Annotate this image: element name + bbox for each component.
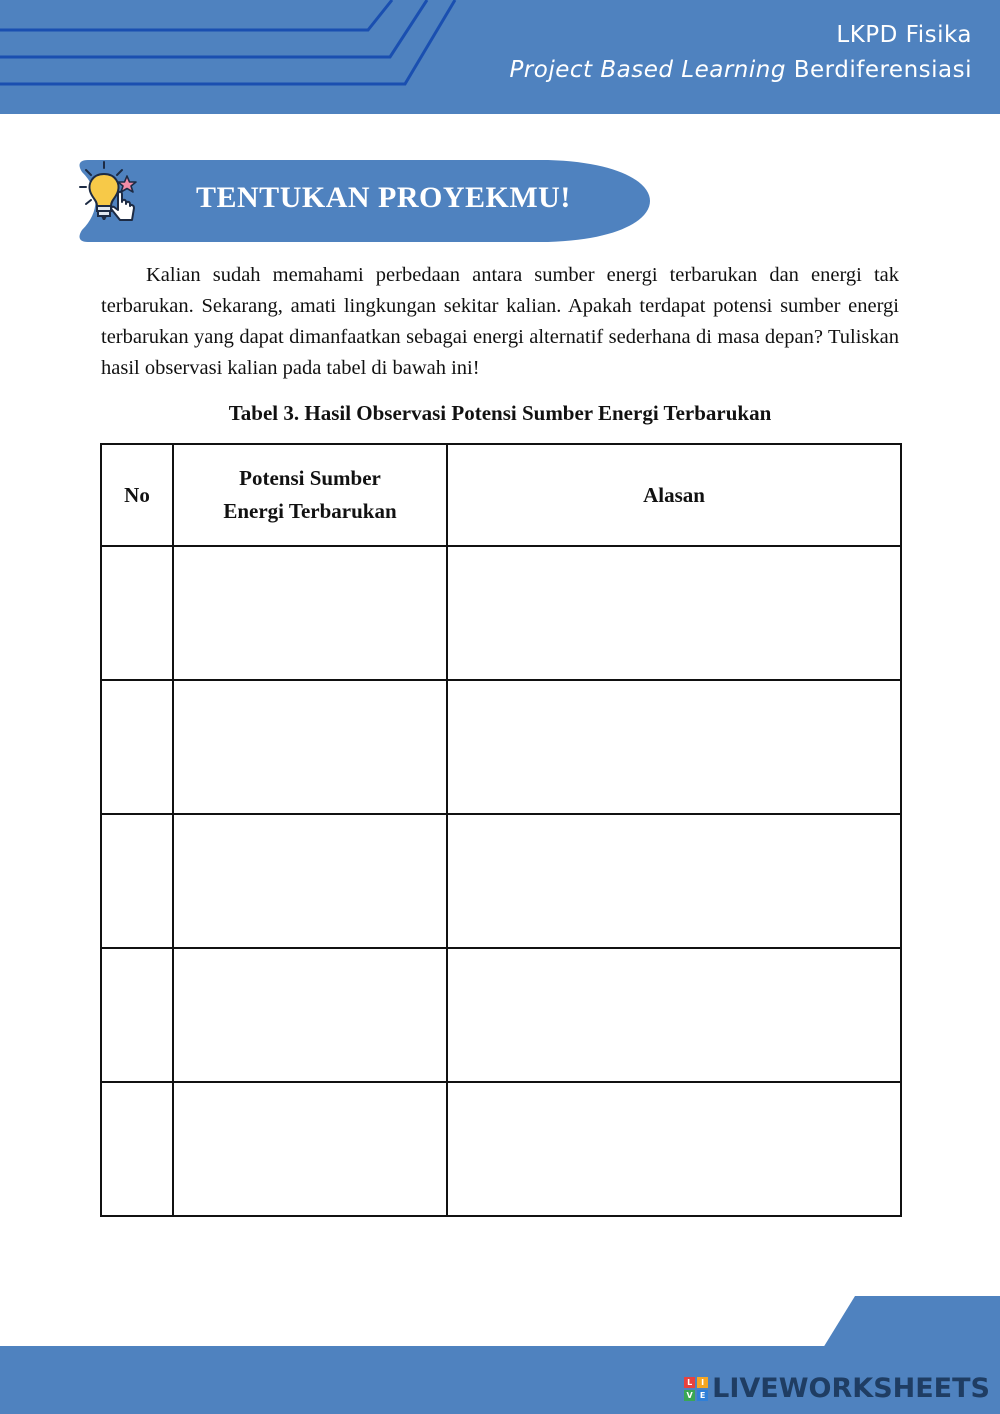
logo-letter-i: I bbox=[697, 1377, 708, 1388]
cell-alasan[interactable] bbox=[447, 1082, 901, 1216]
cell-alasan[interactable] bbox=[447, 814, 901, 948]
cell-potensi[interactable] bbox=[173, 546, 447, 680]
section-banner bbox=[78, 160, 650, 242]
table-header-row bbox=[101, 444, 901, 546]
intro-paragraph: Kalian sudah memahami perbedaan antara sumber energi terbarukan dan energi tak terbarukan. Sekarang, amati lingkungan sekitar kalian. Apakah terdapat potensi sumber energi terbarukan yang dapat dimanfaatkan sebagai energi alternatif sederhana di masa depan? Tuliskan hasil observasi kalian pada tabel di bawah ini! bbox=[101, 264, 899, 379]
cell-no[interactable] bbox=[101, 814, 173, 948]
cell-no[interactable] bbox=[101, 680, 173, 814]
cell-potensi[interactable] bbox=[173, 1082, 447, 1216]
footer-tab-decoration bbox=[0, 1296, 1000, 1348]
header-subtitle bbox=[509, 53, 972, 88]
cell-potensi[interactable] bbox=[173, 680, 447, 814]
header-potensi-line2: Energi Terbarukan bbox=[223, 499, 397, 523]
cell-alasan[interactable] bbox=[447, 948, 901, 1082]
header-potensi-line1: Potensi Sumber bbox=[239, 466, 381, 490]
table-caption: Tabel 3. Hasil Observasi Potensi Sumber Energi Terbarukan bbox=[228, 401, 772, 425]
liveworksheets-brand: LIVEWORKSHEETS bbox=[712, 1373, 990, 1404]
observation-table bbox=[100, 443, 902, 1217]
lightbulb-click-icon bbox=[78, 160, 142, 226]
cell-alasan[interactable] bbox=[447, 680, 901, 814]
banner-title: TENTUKAN PROYEKMU! bbox=[196, 181, 571, 214]
table-row bbox=[101, 1082, 901, 1216]
header-title: LKPD Fisika bbox=[836, 22, 972, 48]
cell-no[interactable] bbox=[101, 948, 173, 1082]
cell-potensi[interactable] bbox=[173, 948, 447, 1082]
page-header bbox=[0, 0, 1000, 114]
liveworksheets-logo[interactable] bbox=[684, 1371, 990, 1407]
liveworksheets-logo-icon bbox=[684, 1377, 708, 1401]
logo-letter-l: L bbox=[684, 1377, 695, 1388]
table-row bbox=[101, 546, 901, 680]
header-stripes-decoration bbox=[0, 0, 460, 114]
header-no: No bbox=[101, 444, 173, 546]
logo-letter-v: V bbox=[684, 1390, 695, 1401]
table-row bbox=[101, 814, 901, 948]
cell-potensi[interactable] bbox=[173, 814, 447, 948]
header-potensi bbox=[173, 444, 447, 546]
logo-letter-e: E bbox=[697, 1390, 708, 1401]
cell-no[interactable] bbox=[101, 1082, 173, 1216]
header-alasan: Alasan bbox=[447, 444, 901, 546]
header-subtitle-rest: Berdiferensiasi bbox=[785, 57, 972, 83]
table-row bbox=[101, 948, 901, 1082]
cell-no[interactable] bbox=[101, 546, 173, 680]
table-row bbox=[101, 680, 901, 814]
cell-alasan[interactable] bbox=[447, 546, 901, 680]
header-text bbox=[509, 18, 972, 88]
header-subtitle-italic: Project Based Learning bbox=[509, 57, 786, 83]
